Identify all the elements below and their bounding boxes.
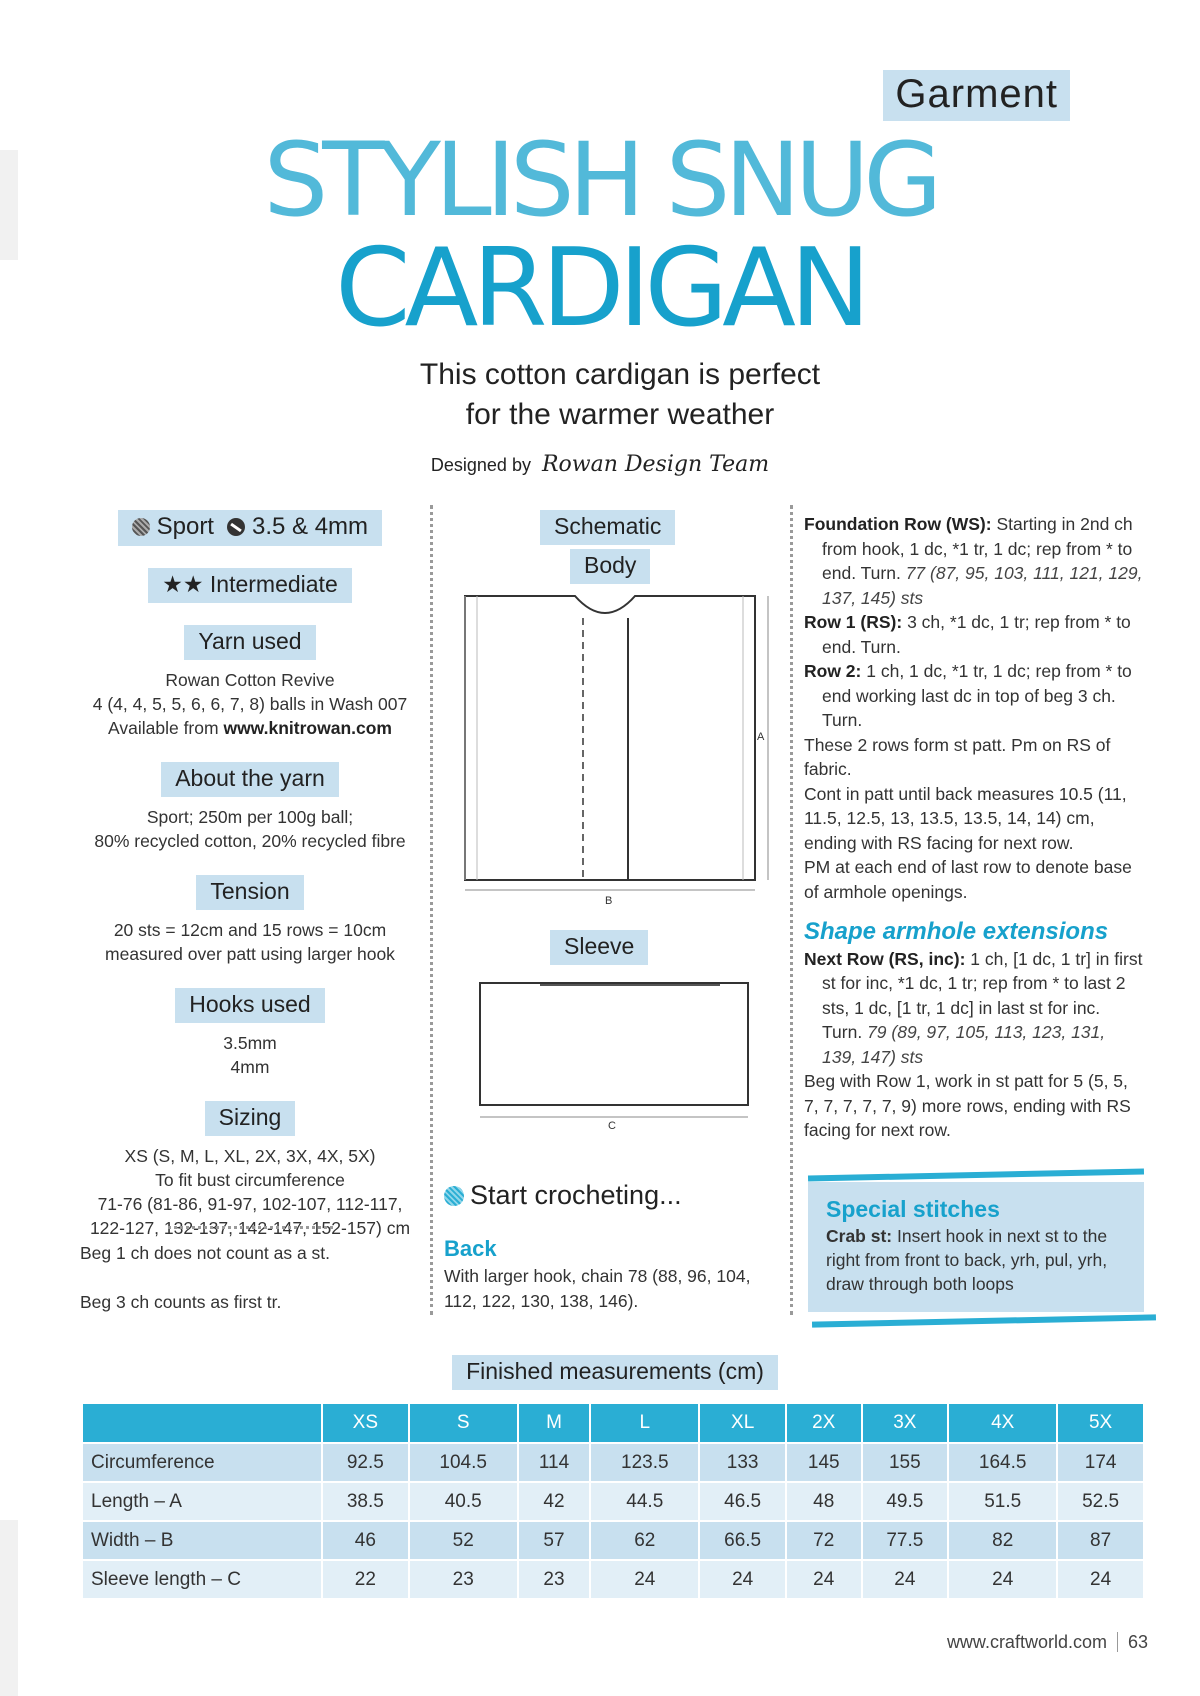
schematic-heading: Schematic <box>540 510 675 545</box>
measurements-table <box>81 1402 1145 1600</box>
edge-strip <box>0 1520 18 1696</box>
table-cell: 24 <box>786 1560 862 1599</box>
schematic-heading-wrap <box>540 510 675 545</box>
table-cell: 72 <box>786 1521 862 1560</box>
table-cell: 62 <box>590 1521 699 1560</box>
table-cell: 82 <box>948 1521 1057 1560</box>
body-schematic-diagram <box>455 580 775 910</box>
table-cell: 52 <box>409 1521 518 1560</box>
page-number: 63 <box>1127 1632 1148 1652</box>
table-cell: 49.5 <box>862 1482 949 1521</box>
box-accent-bar <box>808 1168 1144 1181</box>
tension-heading: Tension <box>196 875 303 910</box>
shape-armhole-heading: Shape armhole extensions <box>804 918 1109 945</box>
yarn-supplier-link[interactable]: www.knitrowan.com <box>223 718 392 738</box>
tension-line: measured over patt using larger hook <box>105 944 395 964</box>
back-instructions: With larger hook, chain 78 (88, 96, 104, 112, 122, 130, 138, 146). <box>444 1266 751 1311</box>
table-cell: 48 <box>786 1482 862 1521</box>
table-cell: 114 <box>518 1443 591 1482</box>
star-icon: ★★ <box>162 571 204 597</box>
table-cell: 87 <box>1057 1521 1144 1560</box>
measure-mark-a: A <box>757 731 765 743</box>
table-cell: 24 <box>699 1560 786 1599</box>
table-cell: 24 <box>1057 1560 1144 1599</box>
table-row <box>82 1521 1144 1560</box>
table-cell: 22 <box>322 1560 409 1599</box>
pattern-column <box>804 512 1144 1143</box>
table-cell: 52.5 <box>1057 1482 1144 1521</box>
measurements-heading-wrap <box>0 1355 1200 1390</box>
next-row-text: 1 ch, [1 dc, 1 tr] in first st for inc, *1 dc, 1 tr; rep from * to last 2 sts, 1 dc, [1 tr, 1 dc] in last st for inc. Turn. <box>822 948 1143 1042</box>
crab-stitch-text: Insert hook in next st to the right from front to back, yrh, pul, yrh, draw through both loops <box>826 1226 1108 1294</box>
yarn-used-heading: Yarn used <box>184 625 315 660</box>
size-header: XL <box>699 1403 786 1443</box>
table-cell: 66.5 <box>699 1521 786 1560</box>
column-divider <box>430 505 433 1315</box>
row-2 <box>804 659 1144 733</box>
designer-signature: Rowan Design Team <box>541 452 770 477</box>
row-1 <box>804 610 1144 659</box>
size-header: S <box>409 1403 518 1443</box>
hook-size-item: 3.5mm <box>223 1033 277 1053</box>
size-header: L <box>590 1403 699 1443</box>
about-yarn-line: 80% recycled cotton, 20% recycled fibre <box>94 831 406 851</box>
table-cell: 23 <box>409 1560 518 1599</box>
yarn-weight: Sport <box>156 513 214 540</box>
table-corner-cell <box>82 1403 322 1443</box>
yarn-hook-badge <box>118 510 382 546</box>
table-cell: 104.5 <box>409 1443 518 1482</box>
pattern-paragraph: These 2 rows form st patt. Pm on RS of fabric. <box>804 734 1111 779</box>
note-beg-3ch: Beg 3 ch counts as first tr. <box>80 1292 282 1312</box>
table-cell: 51.5 <box>948 1482 1057 1521</box>
pattern-paragraph: Cont in patt until back measures 10.5 (11, 11.5, 12.5, 13, 13.5, 13.5, 14, 14) cm, ending with RS facing for next row. <box>804 783 1127 853</box>
next-row <box>804 947 1144 1070</box>
sleeve-label: Sleeve <box>550 930 648 965</box>
table-cell: 46.5 <box>699 1482 786 1521</box>
hook-size: 3.5 & 4mm <box>252 513 369 540</box>
page-footer <box>947 1632 1148 1653</box>
size-header: XS <box>322 1403 409 1443</box>
yarn-name: Rowan Cotton Revive <box>165 670 335 690</box>
specs-column <box>80 510 420 1262</box>
row-label: Sleeve length – C <box>82 1560 322 1599</box>
row-label: Length – A <box>82 1482 322 1521</box>
hook-size-item: 4mm <box>230 1057 270 1077</box>
pattern-paragraph: PM at each end of last row to denote base of armhole openings. <box>804 857 1132 902</box>
table-cell: 24 <box>590 1560 699 1599</box>
measure-mark-b: B <box>605 895 613 907</box>
sleeve-label-wrap <box>550 930 648 965</box>
body-label: Body <box>570 549 650 584</box>
table-cell: 40.5 <box>409 1482 518 1521</box>
subtitle <box>300 355 940 435</box>
difficulty-level: Intermediate <box>209 571 338 597</box>
title-line-1: STYLISH SNUG <box>263 121 937 240</box>
crochet-hook-icon <box>227 518 245 536</box>
pattern-paragraph: Beg with Row 1, work in st patt for 5 (5, 5, 7, 7, 7, 7, 7, 9) more rows, ending with RS facing for next row. <box>804 1071 1131 1140</box>
table-cell: 23 <box>518 1560 591 1599</box>
table-header-row <box>82 1403 1144 1443</box>
foundation-row-count: 77 (87, 95, 103, 111, 121, 129, 137, 145) sts <box>822 563 1143 608</box>
table-cell: 92.5 <box>322 1443 409 1482</box>
hooks-used-heading: Hooks used <box>175 988 324 1023</box>
sizing-line: 122-127, 132-137, 142-147, 152-157) cm <box>89 1218 411 1238</box>
note-beg-1ch: Beg 1 ch does not count as a st. <box>80 1243 331 1263</box>
table-cell: 46 <box>322 1521 409 1560</box>
footer-divider <box>1117 1632 1118 1652</box>
table-cell: 24 <box>862 1560 949 1599</box>
row-1-label: Row 1 (RS): <box>804 612 903 632</box>
tension-line: 20 sts = 12cm and 15 rows = 10cm <box>113 920 387 940</box>
yarn-used-block <box>80 625 420 740</box>
table-cell: 155 <box>862 1443 949 1482</box>
table-cell: 57 <box>518 1521 591 1560</box>
next-row-label: Next Row (RS, inc): <box>804 948 966 969</box>
sizing-line: XS (S, M, L, XL, 2X, 3X, 4X, 5X) <box>124 1146 376 1166</box>
subtitle-line-2: for the warmer weather <box>465 398 775 431</box>
size-header: 3X <box>862 1403 949 1443</box>
difficulty-badge <box>148 568 352 603</box>
next-row-count: 79 (89, 97, 105, 113, 123, 131, 139, 147) sts <box>822 1022 1106 1067</box>
special-stitches-heading: Special stitches <box>826 1196 1000 1222</box>
box-accent-bar <box>812 1314 1156 1327</box>
row-label: Width – B <box>82 1521 322 1560</box>
table-cell: 164.5 <box>948 1443 1057 1482</box>
spec-badges <box>80 510 420 546</box>
about-yarn-line: Sport; 250m per 100g ball; <box>146 807 354 827</box>
website-link[interactable]: www.craftworld.com <box>946 1632 1107 1652</box>
tension-block <box>80 875 420 966</box>
byline <box>0 452 1200 477</box>
table-cell: 145 <box>786 1443 862 1482</box>
foundation-row <box>804 512 1144 610</box>
subtitle-line-1: This cotton cardigan is perfect <box>419 358 821 391</box>
back-heading: Back <box>444 1236 497 1261</box>
special-stitches-box <box>808 1182 1144 1312</box>
measure-mark-c: C <box>608 1120 616 1132</box>
about-yarn-heading: About the yarn <box>161 762 339 797</box>
body-label-wrap <box>570 549 650 584</box>
table-row <box>82 1443 1144 1482</box>
table-cell: 123.5 <box>590 1443 699 1482</box>
table-cell: 42 <box>518 1482 591 1521</box>
sizing-line: 71-76 (81-86, 91-97, 102-107, 112-117, <box>97 1194 403 1214</box>
sizing-block <box>80 1101 420 1240</box>
start-crocheting <box>444 1180 682 1211</box>
title-line-2: CARDIGAN <box>335 226 865 351</box>
row-2-label: Row 2: <box>804 661 862 681</box>
foundation-row-text: Starting in 2nd ch from hook, 1 dc, *1 tr, 1 dc; rep from * to end. Turn. <box>822 514 1133 583</box>
table-cell: 44.5 <box>590 1482 699 1521</box>
size-header: 2X <box>786 1403 862 1443</box>
size-header: 4X <box>948 1403 1057 1443</box>
start-heading: Start crocheting... <box>470 1180 682 1210</box>
size-header: 5X <box>1057 1403 1144 1443</box>
yarn-availability-label: Available from <box>108 718 219 738</box>
hooks-used-block <box>80 988 420 1079</box>
sleeve-schematic-diagram <box>470 975 760 1135</box>
sizing-line: To fit bust circumference <box>155 1170 345 1190</box>
table-cell: 133 <box>699 1443 786 1482</box>
byline-label: Designed by <box>430 455 531 475</box>
table-cell: 77.5 <box>862 1521 949 1560</box>
table-cell: 38.5 <box>322 1482 409 1521</box>
table-cell: 174 <box>1057 1443 1144 1482</box>
size-header: M <box>518 1403 591 1443</box>
row-2-text: 1 ch, 1 dc, *1 tr, 1 dc; rep from * to end working last dc in top of beg 3 ch. Turn. <box>822 661 1132 730</box>
column-divider <box>790 505 793 1315</box>
difficulty-block <box>80 568 420 603</box>
foundation-row-label: Foundation Row (WS): <box>804 514 992 534</box>
about-yarn-block <box>80 762 420 853</box>
sizing-heading: Sizing <box>205 1101 296 1136</box>
measurements-heading: Finished measurements (cm) <box>452 1355 778 1390</box>
table-row <box>82 1482 1144 1521</box>
notes-divider <box>168 1226 333 1229</box>
row-1-text: 3 ch, *1 dc, 1 tr; rep from * to end. Turn. <box>822 612 1131 657</box>
table-row <box>82 1560 1144 1599</box>
table-cell: 24 <box>948 1560 1057 1599</box>
yarn-ball-icon <box>444 1186 464 1206</box>
section-tag: Garment <box>883 70 1070 121</box>
crab-stitch-label: Crab st: <box>826 1226 893 1246</box>
yarn-ball-icon <box>132 518 150 536</box>
row-label: Circumference <box>82 1443 322 1482</box>
yarn-balls: 4 (4, 4, 5, 5, 6, 6, 7, 8) balls in Wash 007 <box>92 694 408 714</box>
